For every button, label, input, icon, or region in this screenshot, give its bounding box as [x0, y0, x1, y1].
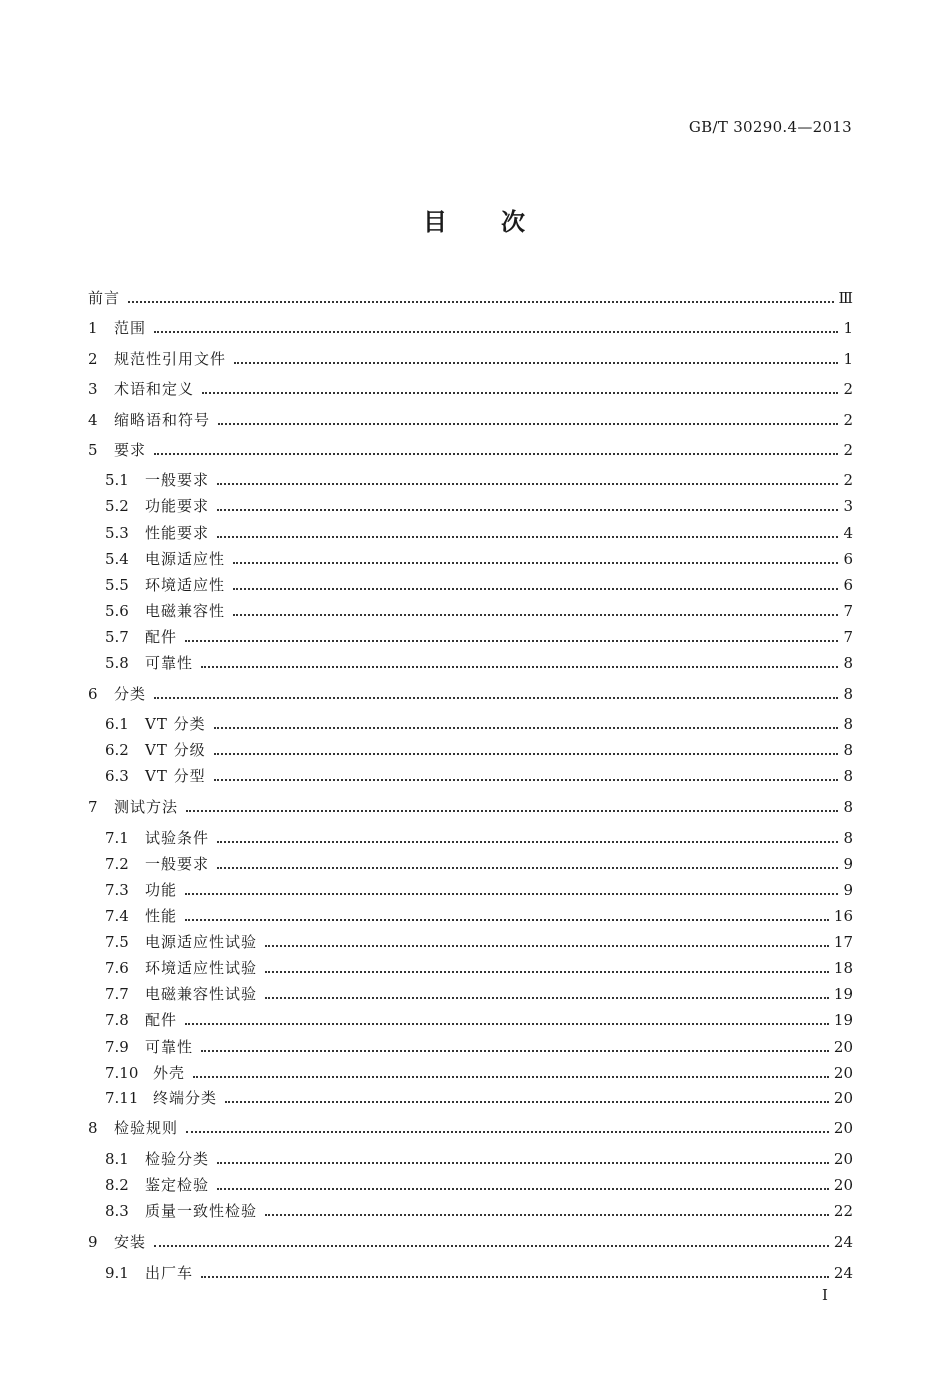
toc-entry-title: 前言: [88, 289, 121, 307]
toc-entry[interactable]: [88, 1171, 853, 1195]
toc-entry-title: 性能要求: [145, 524, 210, 542]
toc-entry-title: 终端分类: [153, 1089, 218, 1107]
toc-entry-number: 7.10: [105, 1064, 139, 1082]
toc-entry-number: 6.1: [105, 715, 129, 733]
toc-entry[interactable]: [88, 928, 853, 952]
toc-leader-dots: [233, 562, 838, 564]
toc-entry-number: 8.2: [105, 1176, 129, 1194]
toc-entry-title: 功能要求: [145, 497, 210, 515]
toc-entry-title: 分类: [114, 685, 147, 703]
toc-entry-page: 9: [843, 881, 853, 899]
toc-leader-dots: [185, 1023, 829, 1025]
toc-leader-dots: [218, 423, 838, 425]
toc-entry-title: 功能: [145, 881, 178, 899]
toc-entry-page: 8: [843, 798, 853, 816]
toc-entry-number: 7.9: [105, 1038, 129, 1056]
toc-leader-dots: [225, 1101, 829, 1103]
toc-entry[interactable]: [88, 710, 853, 734]
toc-entry-title: 质量一致性检验: [145, 1202, 258, 1220]
toc-entry-page: 20: [833, 1064, 853, 1082]
toc-entry-page: 9: [843, 855, 853, 873]
toc-entry-number: 6: [88, 685, 98, 703]
toc-entry[interactable]: [88, 545, 853, 569]
toc-leader-dots: [214, 727, 838, 729]
toc-leader-dots: [217, 1188, 829, 1190]
toc-entry-page: 18: [833, 959, 853, 977]
toc-entry-number: 8: [88, 1119, 98, 1137]
toc-leader-dots: [217, 483, 838, 485]
toc-entry-title: 电磁兼容性: [145, 602, 226, 620]
toc-leader-dots: [234, 362, 838, 364]
toc-entry-title: 配件: [145, 1011, 178, 1029]
toc-leader-dots: [185, 640, 838, 642]
toc-entry[interactable]: [88, 1059, 853, 1083]
toc-entry[interactable]: [88, 519, 853, 543]
toc-entry[interactable]: [88, 1228, 853, 1252]
toc-entry-page: 1: [843, 319, 853, 337]
toc-entry-number: 7.8: [105, 1011, 129, 1029]
toc-entry-title: 术语和定义: [114, 380, 195, 398]
toc-entry-title: 检验规则: [114, 1119, 179, 1137]
toc-entry-number: 5.4: [105, 550, 129, 568]
toc-entry-title: 出厂车: [145, 1264, 194, 1282]
toc-entry-page: 8: [843, 741, 853, 759]
toc-leader-dots: [233, 614, 838, 616]
toc-entry-number: 9: [88, 1233, 98, 1251]
toc-entry-title: VT 分类: [145, 715, 206, 733]
toc-entry[interactable]: [88, 436, 853, 460]
toc-entry-title: 电磁兼容性试验: [145, 985, 258, 1003]
toc-entry-number: 3: [88, 380, 98, 398]
toc-entry[interactable]: [88, 466, 853, 490]
toc-entry[interactable]: [88, 824, 853, 848]
toc-entry-page: 2: [843, 471, 853, 489]
toc-entry-page: 20: [833, 1089, 853, 1107]
toc-entry[interactable]: [88, 736, 853, 760]
toc-entry-number: 1: [88, 319, 98, 337]
toc-entry-title: VT 分型: [145, 767, 206, 785]
toc-entry[interactable]: [88, 492, 853, 516]
toc-entry-number: 9.1: [105, 1264, 129, 1282]
toc-entry-number: 2: [88, 350, 98, 368]
toc-entry-page: 1: [843, 350, 853, 368]
toc-entry[interactable]: [88, 1259, 853, 1283]
toc-entry[interactable]: [88, 345, 853, 369]
toc-entry-title: 鉴定检验: [145, 1176, 210, 1194]
toc-leader-dots: [214, 753, 838, 755]
toc-entry-number: 5.3: [105, 524, 129, 542]
toc-entry-title: 环境适应性试验: [145, 959, 258, 977]
title-char-1: 目: [423, 207, 449, 236]
toc-entry-number: 7.4: [105, 907, 129, 925]
toc-entry-title: 可靠性: [145, 1038, 194, 1056]
toc-entry-title: VT 分级: [145, 741, 206, 759]
title-char-2: 次: [501, 207, 527, 236]
toc-entry[interactable]: [88, 954, 853, 978]
toc-entry-number: 5.6: [105, 602, 129, 620]
toc-entry[interactable]: [88, 680, 853, 704]
toc-entry-page: 19: [833, 985, 853, 1003]
toc-entry-page: 6: [843, 576, 853, 594]
toc-entry-number: 6.3: [105, 767, 129, 785]
toc-entry-page: 6: [843, 550, 853, 568]
toc-leader-dots: [265, 945, 829, 947]
toc-leader-dots: [201, 1050, 829, 1052]
toc-entry-number: 5.8: [105, 654, 129, 672]
toc-entry-title: 一般要求: [145, 855, 210, 873]
toc-entry-number: 7.1: [105, 829, 129, 847]
toc-entry-number: 7.2: [105, 855, 129, 873]
toc-leader-dots: [217, 867, 838, 869]
toc-entry[interactable]: [88, 1145, 853, 1169]
toc-entry-page: 24: [833, 1233, 853, 1251]
toc-leader-dots: [154, 697, 838, 699]
toc-entry[interactable]: [88, 762, 853, 786]
toc-entry-title: 配件: [145, 628, 178, 646]
toc-entry-page: 3: [843, 497, 853, 515]
toc-leader-dots: [128, 301, 834, 303]
toc-entry-number: 8.1: [105, 1150, 129, 1168]
toc-entry[interactable]: [88, 375, 853, 399]
toc-entry[interactable]: [88, 876, 853, 900]
toc-entry-title: 电源适应性: [145, 550, 226, 568]
toc-leader-dots: [217, 509, 838, 511]
toc-entry-page: 20: [833, 1150, 853, 1168]
document-code: GB/T 30290.4—2013: [688, 118, 852, 136]
toc-entry[interactable]: [88, 1006, 853, 1030]
toc-leader-dots: [185, 893, 838, 895]
toc-leader-dots: [186, 1131, 829, 1133]
toc-entry-page: 7: [843, 628, 853, 646]
toc-entry-title: 一般要求: [145, 471, 210, 489]
toc-entry-page: 17: [833, 933, 853, 951]
toc-entry[interactable]: [88, 1084, 853, 1108]
toc-entry-title: 测试方法: [114, 798, 179, 816]
toc-entry-page: 2: [843, 380, 853, 398]
toc-entry-page: 22: [833, 1202, 853, 1220]
toc-entry-number: 5.7: [105, 628, 129, 646]
toc-leader-dots: [265, 997, 829, 999]
toc-entry-title: 性能: [145, 907, 178, 925]
toc-entry-page: 24: [833, 1264, 853, 1282]
toc-entry-page: 8: [843, 829, 853, 847]
toc-entry-number: 7.7: [105, 985, 129, 1003]
toc-entry-number: 7.5: [105, 933, 129, 951]
toc-entry-number: 6.2: [105, 741, 129, 759]
toc-entry-number: 5.5: [105, 576, 129, 594]
toc-entry-page: 8: [843, 767, 853, 785]
toc-entry-number: 5.2: [105, 497, 129, 515]
toc-entry-title: 范围: [114, 319, 147, 337]
toc-entry-page: 20: [833, 1176, 853, 1194]
toc-leader-dots: [154, 1245, 829, 1247]
toc-entry-title: 检验分类: [145, 1150, 210, 1168]
toc-entry[interactable]: [88, 1114, 853, 1138]
toc-entry-number: 8.3: [105, 1202, 129, 1220]
toc-entry-title: 可靠性: [145, 654, 194, 672]
toc-leader-dots: [265, 1214, 829, 1216]
toc-entry-page: 16: [833, 907, 853, 925]
toc-entry[interactable]: [88, 1033, 853, 1057]
toc-entry-title: 要求: [114, 441, 147, 459]
toc-leader-dots: [217, 1162, 829, 1164]
toc-leader-dots: [214, 779, 838, 781]
toc-entry[interactable]: [88, 902, 853, 926]
toc-entry-page: 4: [843, 524, 853, 542]
toc-leader-dots: [217, 536, 838, 538]
toc-entry[interactable]: [88, 793, 853, 817]
toc-entry-title: 缩略语和符号: [114, 411, 211, 429]
toc-entry[interactable]: [88, 597, 853, 621]
toc-entry[interactable]: [88, 406, 853, 430]
toc-entry[interactable]: [88, 314, 853, 338]
toc-leader-dots: [265, 971, 829, 973]
toc-entry-title: 电源适应性试验: [145, 933, 258, 951]
toc-entry-page: 7: [843, 602, 853, 620]
toc-entry[interactable]: [88, 980, 853, 1004]
toc-entry-number: 5.1: [105, 471, 129, 489]
page-number: I: [822, 1286, 828, 1304]
toc-entry-title: 外壳: [153, 1064, 186, 1082]
toc-entry-number: 7: [88, 798, 98, 816]
toc-entry[interactable]: [88, 649, 853, 673]
toc-entry-page: 19: [833, 1011, 853, 1029]
toc-entry[interactable]: [88, 850, 853, 874]
toc-entry-page: 8: [843, 715, 853, 733]
toc-entry-number: 7.11: [105, 1089, 139, 1107]
toc-entry-page: 20: [833, 1119, 853, 1137]
toc-leader-dots: [217, 841, 838, 843]
toc-entry-title: 安装: [114, 1233, 147, 1251]
toc-leader-dots: [201, 1276, 829, 1278]
toc-entry-page: 8: [843, 685, 853, 703]
toc-leader-dots: [154, 453, 838, 455]
toc-entry-number: 5: [88, 441, 98, 459]
toc-entry-number: 7.3: [105, 881, 129, 899]
toc-entry-title: 环境适应性: [145, 576, 226, 594]
page-title: [0, 202, 950, 237]
toc-entry-page: 8: [843, 654, 853, 672]
toc-entry-page: 20: [833, 1038, 853, 1056]
toc-leader-dots: [185, 919, 829, 921]
toc-entry[interactable]: [88, 623, 853, 647]
toc-leader-dots: [233, 588, 838, 590]
toc-entry-title: 试验条件: [145, 829, 210, 847]
toc-entry[interactable]: [88, 1197, 853, 1221]
toc-entry-page: Ⅲ: [838, 289, 853, 307]
toc-entry-title: 规范性引用文件: [114, 350, 227, 368]
toc-leader-dots: [201, 666, 838, 668]
toc-leader-dots: [154, 331, 838, 333]
toc-leader-dots: [202, 392, 838, 394]
toc-entry[interactable]: [88, 284, 853, 308]
toc-entry[interactable]: [88, 571, 853, 595]
toc-entry-page: 2: [843, 411, 853, 429]
toc-leader-dots: [193, 1076, 829, 1078]
toc-entry-number: 7.6: [105, 959, 129, 977]
toc-entry-number: 4: [88, 411, 98, 429]
toc-leader-dots: [186, 810, 838, 812]
toc-entry-page: 2: [843, 441, 853, 459]
